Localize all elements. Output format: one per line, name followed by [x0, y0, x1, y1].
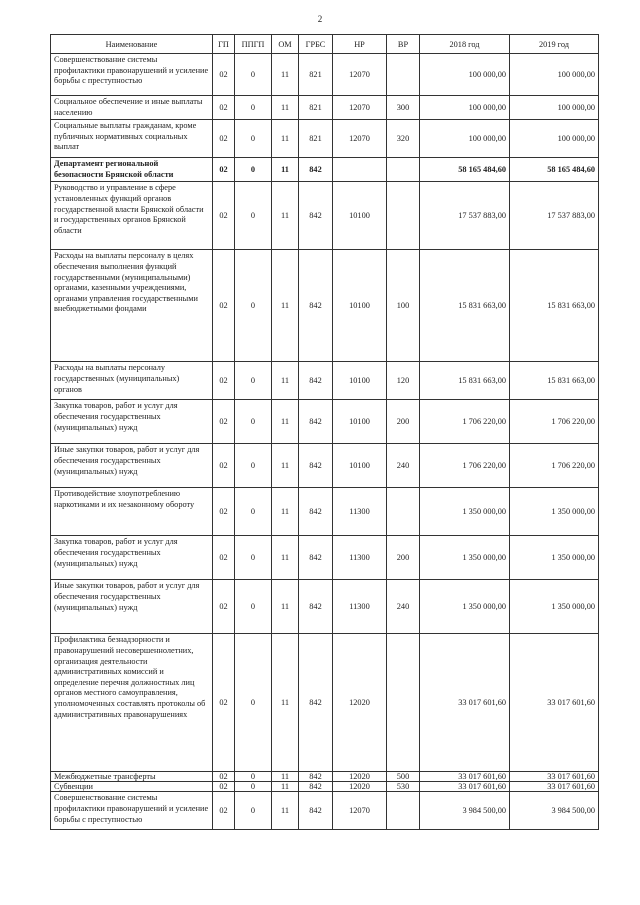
cell-name: Межбюджетные трансферты — [51, 772, 213, 782]
cell-name: Расходы на выплаты персоналу в целях обеспечения выполнения функций государственными (муниципальными) органами, казенными учреждениями, органами управления государственными внебюджетными фондами — [51, 250, 213, 362]
cell-grbs: 821 — [299, 120, 333, 158]
cell-gp: 02 — [213, 250, 235, 362]
cell-om: 11 — [272, 182, 299, 250]
table-header-row — [51, 35, 599, 54]
cell-y2019: 33 017 601,60 — [510, 782, 599, 792]
cell-om: 11 — [272, 634, 299, 772]
cell-vr: 530 — [387, 782, 420, 792]
cell-np: 12070 — [333, 120, 387, 158]
cell-np: 10100 — [333, 362, 387, 400]
cell-y2018: 33 017 601,60 — [420, 634, 510, 772]
cell-ppgp: 0 — [235, 120, 272, 158]
table-row — [51, 250, 599, 362]
cell-om: 11 — [272, 580, 299, 634]
cell-gp: 02 — [213, 488, 235, 536]
cell-y2018: 33 017 601,60 — [420, 782, 510, 792]
cell-gp: 02 — [213, 634, 235, 772]
cell-ppgp: 0 — [235, 54, 272, 96]
cell-y2018: 100 000,00 — [420, 96, 510, 120]
table-body — [51, 54, 599, 830]
cell-vr: 240 — [387, 444, 420, 488]
cell-name: Расходы на выплаты персоналу государственных (муниципальных) органов — [51, 362, 213, 400]
cell-gp: 02 — [213, 580, 235, 634]
cell-y2018: 3 984 500,00 — [420, 792, 510, 830]
cell-om: 11 — [272, 792, 299, 830]
header-om: ОМ — [272, 35, 299, 54]
cell-name: Социальные выплаты гражданам, кроме публичных нормативных социальных выплат — [51, 120, 213, 158]
cell-gp: 02 — [213, 792, 235, 830]
table-row — [51, 96, 599, 120]
cell-grbs: 842 — [299, 250, 333, 362]
cell-y2019: 17 537 883,00 — [510, 182, 599, 250]
cell-gp: 02 — [213, 536, 235, 580]
cell-ppgp: 0 — [235, 580, 272, 634]
cell-y2019: 100 000,00 — [510, 120, 599, 158]
cell-ppgp: 0 — [235, 488, 272, 536]
cell-gp: 02 — [213, 96, 235, 120]
table-row — [51, 634, 599, 772]
cell-y2019: 33 017 601,60 — [510, 634, 599, 772]
cell-y2018: 1 350 000,00 — [420, 580, 510, 634]
cell-np: 12070 — [333, 96, 387, 120]
table-row — [51, 580, 599, 634]
cell-grbs: 842 — [299, 362, 333, 400]
cell-grbs: 842 — [299, 580, 333, 634]
cell-y2018: 15 831 663,00 — [420, 362, 510, 400]
header-vr: ВР — [387, 35, 420, 54]
cell-grbs: 842 — [299, 400, 333, 444]
cell-vr — [387, 182, 420, 250]
cell-om: 11 — [272, 54, 299, 96]
cell-name: Закупка товаров, работ и услуг для обеспечения государственных (муниципальных) нужд — [51, 400, 213, 444]
table-row — [51, 182, 599, 250]
table-row — [51, 362, 599, 400]
cell-name: Совершенствование системы профилактики правонарушений и усиление борьбы с преступностью — [51, 792, 213, 830]
cell-om: 11 — [272, 444, 299, 488]
cell-vr: 300 — [387, 96, 420, 120]
cell-om: 11 — [272, 400, 299, 444]
cell-np: 10100 — [333, 444, 387, 488]
table-row — [51, 54, 599, 96]
cell-om: 11 — [272, 772, 299, 782]
cell-gp: 02 — [213, 772, 235, 782]
cell-np: 12070 — [333, 792, 387, 830]
cell-gp: 02 — [213, 158, 235, 182]
cell-gp: 02 — [213, 182, 235, 250]
table-row — [51, 782, 599, 792]
cell-y2019: 15 831 663,00 — [510, 250, 599, 362]
cell-ppgp: 0 — [235, 782, 272, 792]
cell-om: 11 — [272, 782, 299, 792]
cell-np: 10100 — [333, 400, 387, 444]
cell-y2018: 1 350 000,00 — [420, 488, 510, 536]
cell-y2019: 58 165 484,60 — [510, 158, 599, 182]
cell-gp: 02 — [213, 400, 235, 444]
cell-vr: 120 — [387, 362, 420, 400]
cell-y2019: 1 706 220,00 — [510, 444, 599, 488]
cell-name: Иные закупки товаров, работ и услуг для обеспечения государственных (муниципальных) нужд — [51, 444, 213, 488]
cell-ppgp: 0 — [235, 250, 272, 362]
table-row — [51, 120, 599, 158]
table-row — [51, 488, 599, 536]
cell-np: 11300 — [333, 536, 387, 580]
cell-y2019: 1 350 000,00 — [510, 488, 599, 536]
cell-gp: 02 — [213, 54, 235, 96]
cell-name: Закупка товаров, работ и услуг для обеспечения государственных (муниципальных) нужд — [51, 536, 213, 580]
cell-np: 11300 — [333, 488, 387, 536]
cell-om: 11 — [272, 488, 299, 536]
cell-grbs: 842 — [299, 772, 333, 782]
cell-grbs: 842 — [299, 792, 333, 830]
cell-grbs: 842 — [299, 158, 333, 182]
cell-grbs: 842 — [299, 488, 333, 536]
cell-y2019: 15 831 663,00 — [510, 362, 599, 400]
cell-om: 11 — [272, 250, 299, 362]
cell-y2018: 17 537 883,00 — [420, 182, 510, 250]
cell-name: Совершенствование системы профилактики правонарушений и усиление борьбы с преступностью — [51, 54, 213, 96]
cell-vr: 240 — [387, 580, 420, 634]
cell-ppgp: 0 — [235, 96, 272, 120]
cell-y2019: 100 000,00 — [510, 54, 599, 96]
cell-vr: 320 — [387, 120, 420, 158]
cell-om: 11 — [272, 536, 299, 580]
cell-vr — [387, 158, 420, 182]
cell-ppgp: 0 — [235, 182, 272, 250]
cell-y2018: 58 165 484,60 — [420, 158, 510, 182]
cell-y2019: 1 350 000,00 — [510, 580, 599, 634]
cell-name: Социальное обеспечение и иные выплаты населению — [51, 96, 213, 120]
cell-name: Противодействие злоупотреблению наркотиками и их незаконному обороту — [51, 488, 213, 536]
cell-ppgp: 0 — [235, 362, 272, 400]
table-row — [51, 772, 599, 782]
cell-vr — [387, 488, 420, 536]
cell-ppgp: 0 — [235, 792, 272, 830]
cell-y2018: 1 706 220,00 — [420, 444, 510, 488]
cell-om: 11 — [272, 120, 299, 158]
cell-y2019: 100 000,00 — [510, 96, 599, 120]
cell-grbs: 842 — [299, 782, 333, 792]
cell-vr — [387, 54, 420, 96]
cell-om: 11 — [272, 158, 299, 182]
cell-y2018: 33 017 601,60 — [420, 772, 510, 782]
cell-grbs: 842 — [299, 182, 333, 250]
cell-y2018: 15 831 663,00 — [420, 250, 510, 362]
cell-gp: 02 — [213, 782, 235, 792]
table-row — [51, 444, 599, 488]
cell-grbs: 821 — [299, 96, 333, 120]
table-row — [51, 400, 599, 444]
cell-np: 12020 — [333, 772, 387, 782]
header-2018: 2018 год — [420, 35, 510, 54]
budget-table — [50, 34, 599, 830]
cell-np: 10100 — [333, 182, 387, 250]
cell-grbs: 842 — [299, 634, 333, 772]
cell-gp: 02 — [213, 120, 235, 158]
cell-y2018: 1 350 000,00 — [420, 536, 510, 580]
cell-grbs: 842 — [299, 444, 333, 488]
cell-y2019: 33 017 601,60 — [510, 772, 599, 782]
cell-vr: 500 — [387, 772, 420, 782]
cell-name: Субвенции — [51, 782, 213, 792]
table-row — [51, 536, 599, 580]
cell-y2018: 100 000,00 — [420, 54, 510, 96]
cell-vr: 100 — [387, 250, 420, 362]
cell-om: 11 — [272, 362, 299, 400]
cell-y2019: 1 350 000,00 — [510, 536, 599, 580]
cell-ppgp: 0 — [235, 444, 272, 488]
header-np: НР — [333, 35, 387, 54]
cell-ppgp: 0 — [235, 536, 272, 580]
cell-np: 12070 — [333, 54, 387, 96]
cell-vr: 200 — [387, 536, 420, 580]
header-name: Наименование — [51, 35, 213, 54]
header-grbs: ГРБС — [299, 35, 333, 54]
cell-vr — [387, 634, 420, 772]
header-2019: 2019 год — [510, 35, 599, 54]
cell-om: 11 — [272, 96, 299, 120]
cell-name: Профилактика безнадзорности и правонарушений несовершеннолетних, организация деятельности административных комиссий и определение перечня должностных лиц органов местного самоуправления, уполномоченных составлять протоколы об административных правонарушениях — [51, 634, 213, 772]
header-ppgp: ППГП — [235, 35, 272, 54]
cell-y2019: 1 706 220,00 — [510, 400, 599, 444]
cell-gp: 02 — [213, 444, 235, 488]
cell-y2018: 100 000,00 — [420, 120, 510, 158]
table-row — [51, 158, 599, 182]
cell-vr: 200 — [387, 400, 420, 444]
cell-np: 11300 — [333, 580, 387, 634]
cell-ppgp: 0 — [235, 772, 272, 782]
cell-np: 12020 — [333, 782, 387, 792]
table-row — [51, 792, 599, 830]
cell-name: Иные закупки товаров, работ и услуг для обеспечения государственных (муниципальных) нужд — [51, 580, 213, 634]
cell-grbs: 821 — [299, 54, 333, 96]
cell-np — [333, 158, 387, 182]
cell-name: Департамент региональной безопасности Брянской области — [51, 158, 213, 182]
cell-np: 12020 — [333, 634, 387, 772]
cell-ppgp: 0 — [235, 400, 272, 444]
page-number: 2 — [317, 14, 323, 24]
cell-ppgp: 0 — [235, 158, 272, 182]
cell-gp: 02 — [213, 362, 235, 400]
header-gp: ГП — [213, 35, 235, 54]
cell-name: Руководство и управление в сфере установленных функций органов государственной власти Брянской области и государственных органов Брянской области — [51, 182, 213, 250]
cell-y2019: 3 984 500,00 — [510, 792, 599, 830]
cell-ppgp: 0 — [235, 634, 272, 772]
cell-grbs: 842 — [299, 536, 333, 580]
cell-vr — [387, 792, 420, 830]
cell-y2018: 1 706 220,00 — [420, 400, 510, 444]
cell-np: 10100 — [333, 250, 387, 362]
